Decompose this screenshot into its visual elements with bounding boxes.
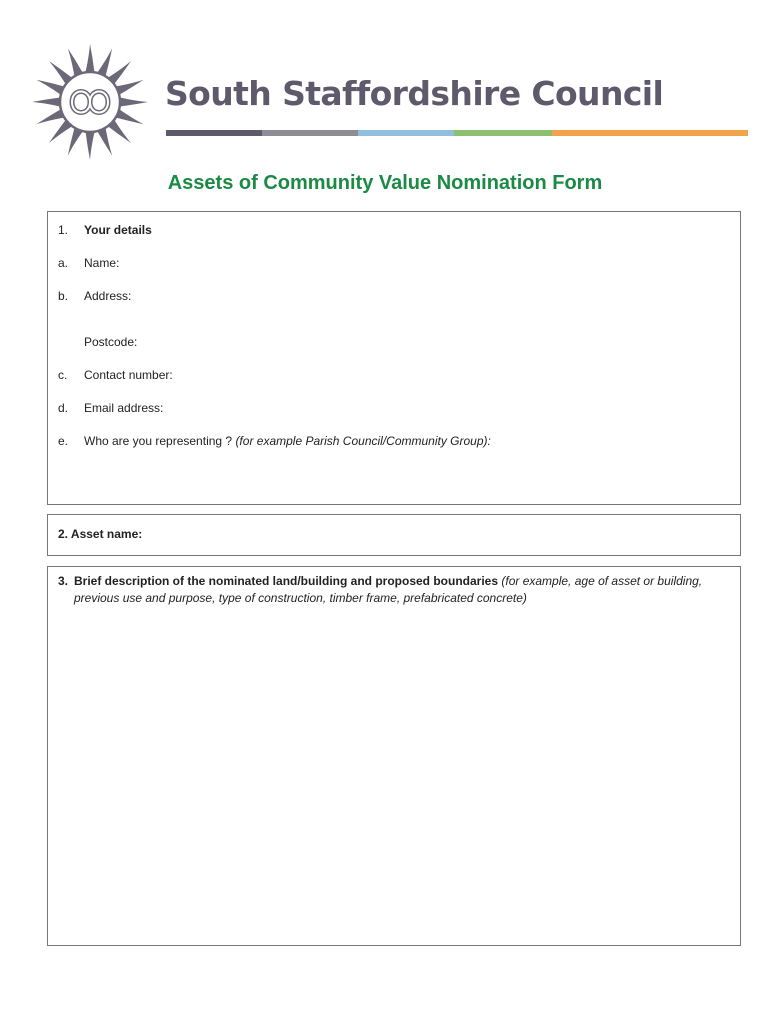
sun-ray xyxy=(68,48,82,75)
postcode-label: Postcode: xyxy=(84,335,138,349)
color-bar-segment xyxy=(262,130,358,136)
name-label: Name: xyxy=(84,256,120,270)
representing-hint: (for example Parish Council/Community Group): xyxy=(235,434,491,448)
color-bar-segment xyxy=(358,130,454,136)
color-bar-segment xyxy=(166,130,262,136)
section-description[interactable] xyxy=(47,566,741,946)
asset-name-label: 2. Asset name: xyxy=(58,527,143,541)
sun-ray xyxy=(117,110,144,124)
color-bar-segment xyxy=(552,130,748,136)
representing-label: Who are you representing ? xyxy=(84,434,233,448)
brand-color-bar xyxy=(166,130,748,136)
sun-ray xyxy=(32,98,59,107)
sun-knot-emblem-icon xyxy=(28,42,158,164)
item-mark: b. xyxy=(58,289,69,303)
representing-label-group xyxy=(84,434,491,448)
sun-ray xyxy=(68,129,82,156)
form-title: Assets of Community Value Nomination Form xyxy=(167,172,603,194)
sun-ray xyxy=(98,129,112,156)
sun-ray xyxy=(121,98,148,107)
email-label: Email address: xyxy=(84,401,164,415)
sun-ray xyxy=(98,48,112,75)
section3-number: 3. xyxy=(58,574,69,588)
item-mark: c. xyxy=(58,368,68,382)
section1-number: 1. xyxy=(58,223,69,237)
description-prompt xyxy=(58,573,738,607)
council-name: South Staffordshire Council xyxy=(165,74,664,113)
item-mark: d. xyxy=(58,401,69,415)
contact-number-label: Contact number: xyxy=(84,368,173,382)
section-your-details xyxy=(47,211,741,505)
section3-hint: (for example, age of asset or building, previous use and purpose, type of construction, timber frame, prefabricated concrete) xyxy=(74,574,703,605)
sun-ray xyxy=(36,110,63,124)
council-logo xyxy=(28,42,752,164)
section1-heading: Your details xyxy=(84,223,152,237)
sun-ray xyxy=(36,80,63,94)
sun-ray xyxy=(117,80,144,94)
item-mark: e. xyxy=(58,434,69,448)
address-label: Address: xyxy=(84,289,132,303)
sun-ray xyxy=(86,44,95,71)
sun-ray xyxy=(86,133,95,160)
item-mark: a. xyxy=(58,256,69,270)
section3-heading: Brief description of the nominated land/building and proposed boundaries xyxy=(74,574,499,588)
section-asset-name[interactable] xyxy=(47,514,741,556)
color-bar-segment xyxy=(454,130,552,136)
